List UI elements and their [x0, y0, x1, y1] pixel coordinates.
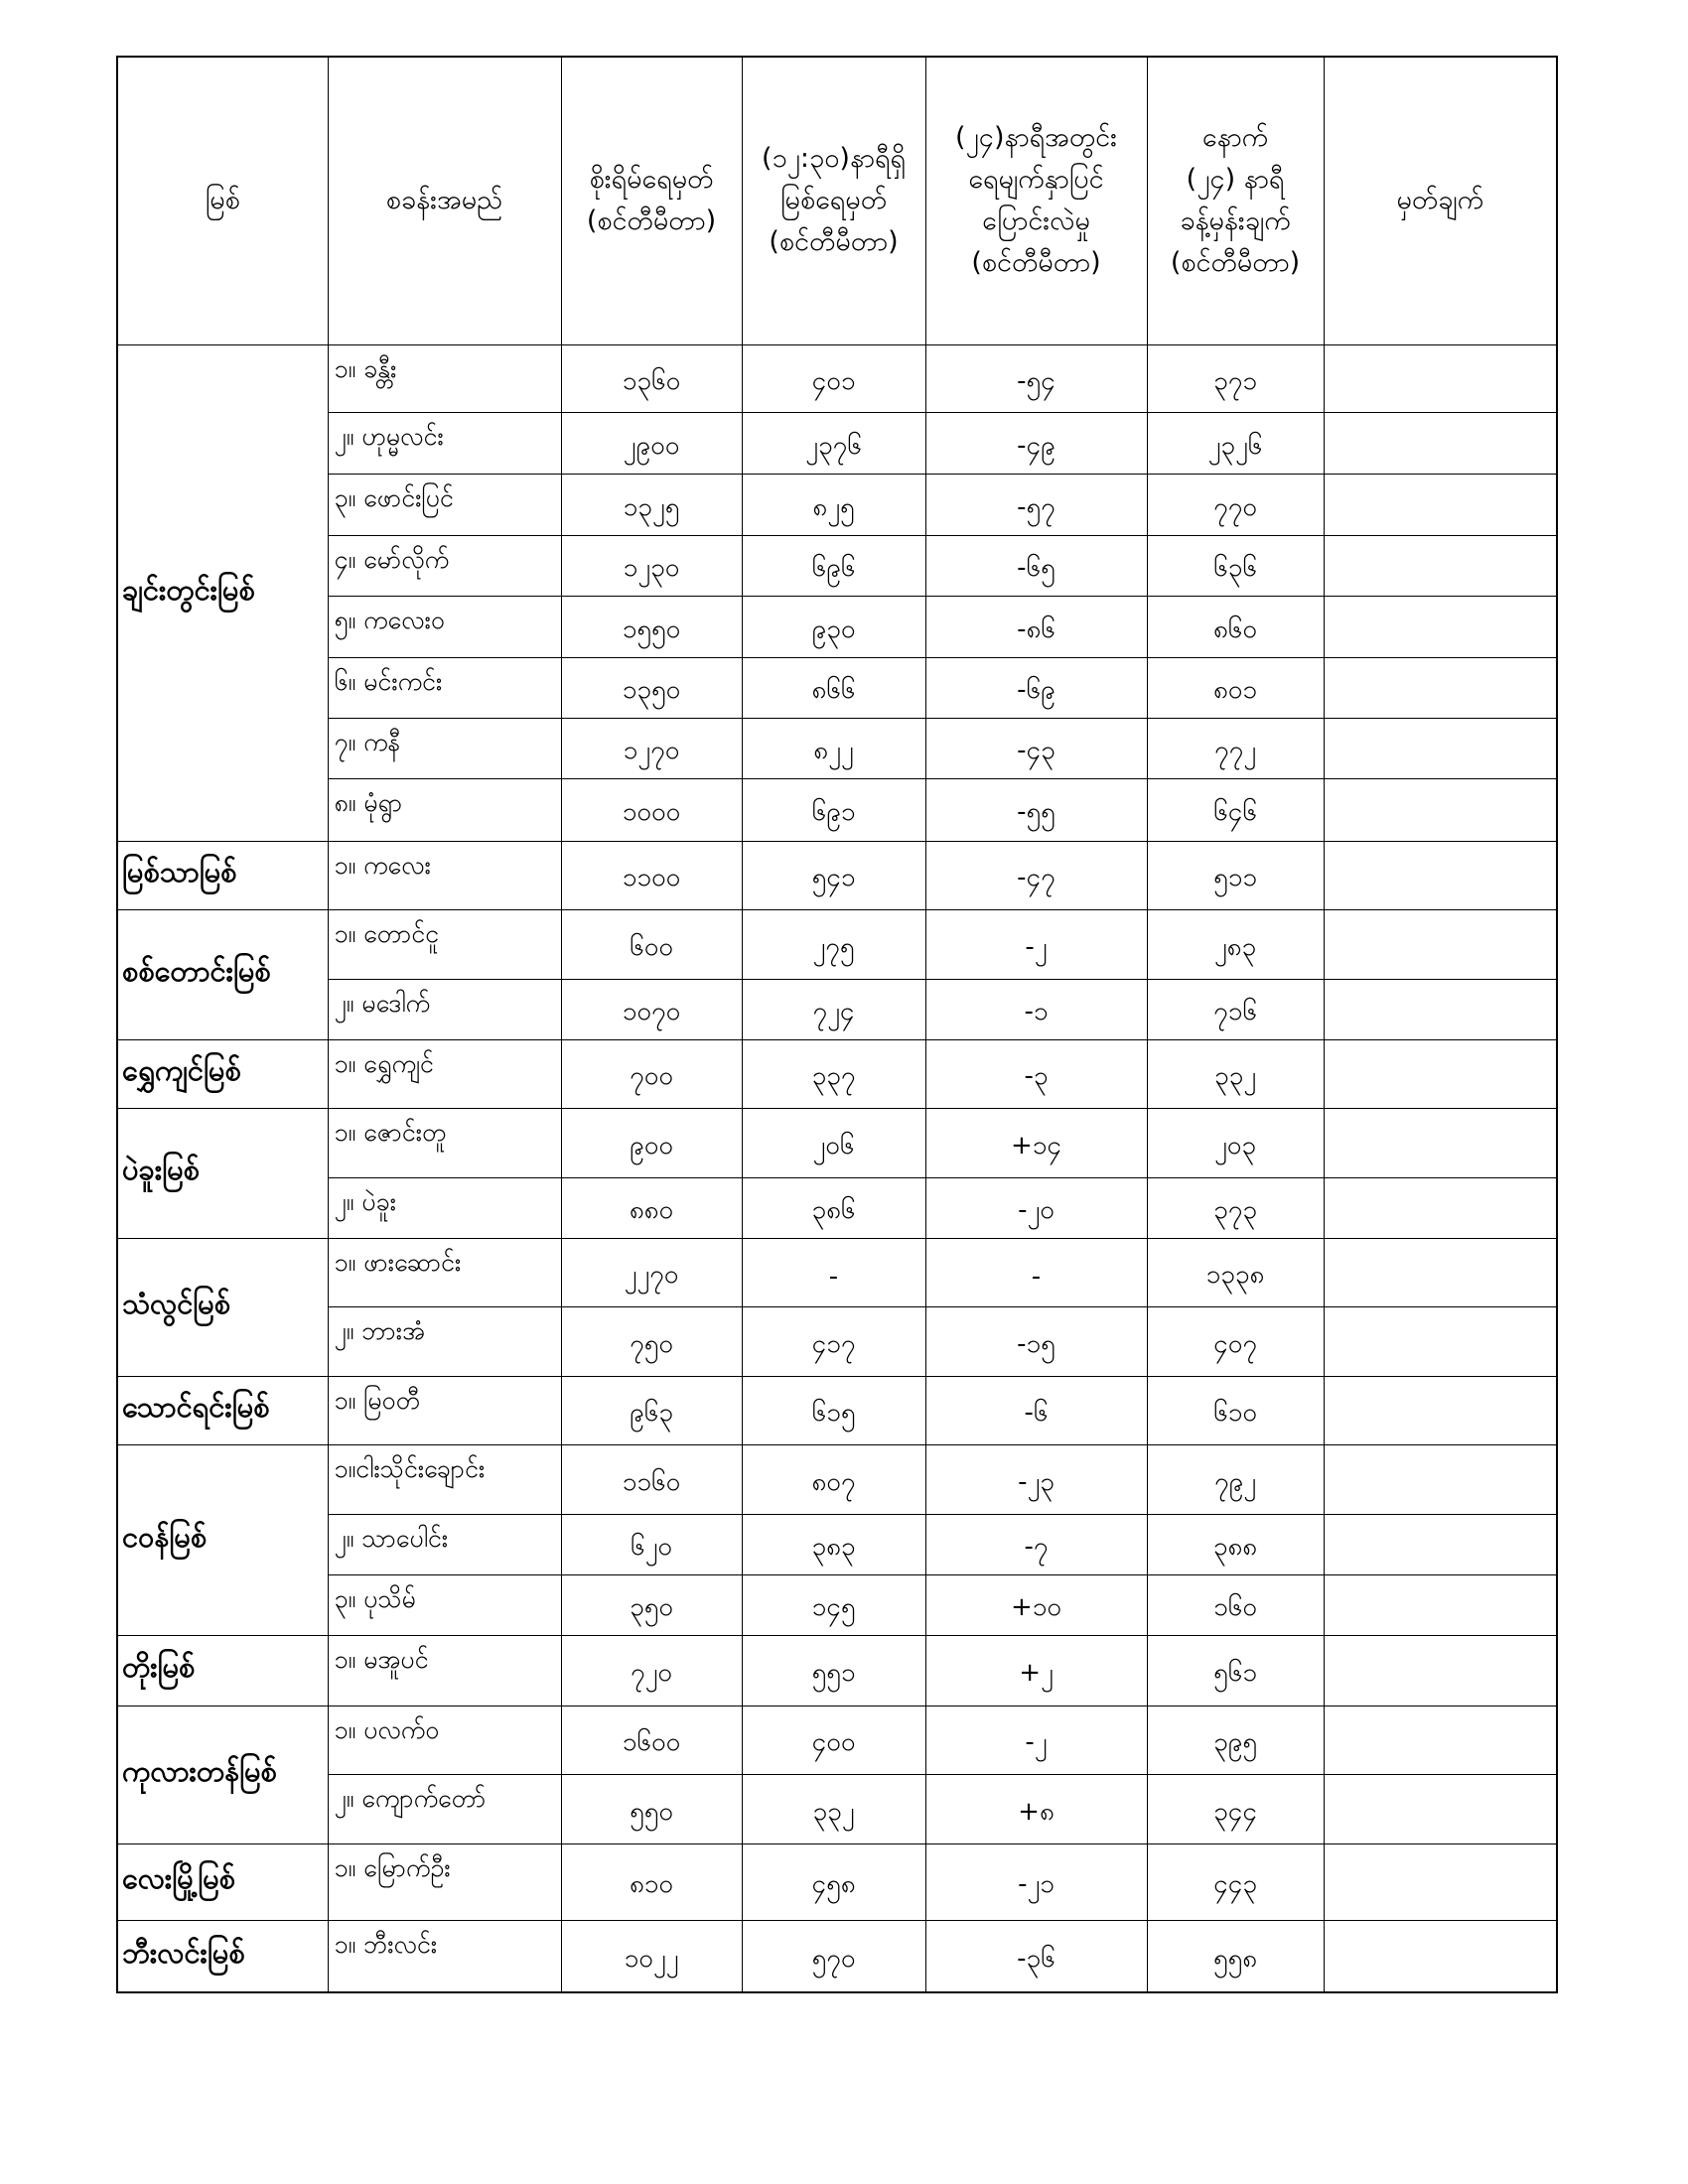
current-level: ၃၈၃ [742, 1514, 925, 1574]
forecast-24h: ၁၆၀ [1147, 1574, 1324, 1635]
danger-level: ၈၈၀ [561, 1177, 742, 1238]
current-level: ၅၅၁ [742, 1635, 925, 1706]
table-row [117, 1920, 1557, 1992]
current-level: ၃၈၆ [742, 1177, 925, 1238]
table-row [117, 909, 1557, 979]
station-name: ၁။ ဇောင်းတူ [328, 1108, 561, 1177]
table-row [117, 841, 1557, 909]
change-24h: +၁၄ [925, 1108, 1147, 1177]
station-name: ၂။ ကျောက်တော် [328, 1774, 561, 1843]
table-row [117, 657, 1557, 718]
table-row [117, 1039, 1557, 1108]
current-level: ၈၂၂ [742, 718, 925, 778]
header-row [117, 57, 1557, 344]
table-row [117, 1706, 1557, 1774]
river-name: စစ်တောင်းမြစ် [117, 909, 328, 1039]
header-station: စခန်းအမည် [328, 57, 561, 344]
station-name: ၁။ငါးသိုင်းချောင်း [328, 1444, 561, 1514]
river-name: တိုးမြစ် [117, 1635, 328, 1706]
station-name: ၆။ မင်းကင်း [328, 657, 561, 718]
forecast-24h: ၈၆၀ [1147, 596, 1324, 657]
remark-cell [1324, 657, 1557, 718]
remark-cell [1324, 1920, 1557, 1992]
table-row [117, 1444, 1557, 1514]
change-24h: -၃၆ [925, 1920, 1147, 1992]
header-danger-level: စိုးရိမ်ရေမှတ် (စင်တီမီတာ) [561, 57, 742, 344]
remark-cell [1324, 596, 1557, 657]
river-name: ဘီးလင်းမြစ် [117, 1920, 328, 1992]
station-name: ၁။ ဖားဆောင်း [328, 1238, 561, 1306]
table-row [117, 1306, 1557, 1376]
station-name: ၁။ ရွှေကျင် [328, 1039, 561, 1108]
forecast-24h: ၇၇၂ [1147, 718, 1324, 778]
remark-cell [1324, 1306, 1557, 1376]
danger-level: ၁၀၂၂ [561, 1920, 742, 1992]
danger-level: ၉၆၃ [561, 1376, 742, 1444]
remark-cell [1324, 718, 1557, 778]
danger-level: ၅၅၀ [561, 1774, 742, 1843]
forecast-24h: ၅၆၁ [1147, 1635, 1324, 1706]
change-24h: -၆၅ [925, 535, 1147, 596]
station-name: ၁။ ခန္တီး [328, 344, 561, 412]
station-name: ၂။ မဒေါက် [328, 979, 561, 1039]
change-24h: -၃ [925, 1039, 1147, 1108]
forecast-24h: ၃၈၈ [1147, 1514, 1324, 1574]
remark-cell [1324, 1108, 1557, 1177]
danger-level: ၁၃၂၅ [561, 474, 742, 535]
danger-level: ၁၆၀၀ [561, 1706, 742, 1774]
forecast-24h: ၃၇၁ [1147, 344, 1324, 412]
forecast-24h: ၅၅၈ [1147, 1920, 1324, 1992]
table-row [117, 1843, 1557, 1920]
table-row [117, 1635, 1557, 1706]
change-24h: +၈ [925, 1774, 1147, 1843]
station-name: ၈။ မုံရွာ [328, 778, 561, 841]
danger-level: ၁၁၆၀ [561, 1444, 742, 1514]
remark-cell [1324, 1635, 1557, 1706]
forecast-24h: ၇၇၀ [1147, 474, 1324, 535]
danger-level: ၁၀၀၀ [561, 778, 742, 841]
danger-level: ၈၁၀ [561, 1843, 742, 1920]
change-24h: -၇ [925, 1514, 1147, 1574]
remark-cell [1324, 841, 1557, 909]
change-24h: -၂ [925, 909, 1147, 979]
current-level: ၆၁၅ [742, 1376, 925, 1444]
change-24h: -၄၇ [925, 841, 1147, 909]
current-level: ၂၀၆ [742, 1108, 925, 1177]
station-name: ၁။ မအူပင် [328, 1635, 561, 1706]
forecast-24h: ၄၄၃ [1147, 1843, 1324, 1920]
table-row [117, 596, 1557, 657]
table-row [117, 718, 1557, 778]
forecast-24h: ၃၄၄ [1147, 1774, 1324, 1843]
table-row [117, 1376, 1557, 1444]
forecast-24h: ၂၃၂၆ [1147, 412, 1324, 474]
change-24h: -၅၄ [925, 344, 1147, 412]
current-level: ၅၇၀ [742, 1920, 925, 1992]
station-name: ၁။ မြောက်ဦး [328, 1843, 561, 1920]
current-level: ၄၅၈ [742, 1843, 925, 1920]
danger-level: ၁၂၃၀ [561, 535, 742, 596]
table-row [117, 474, 1557, 535]
table-row [117, 1177, 1557, 1238]
forecast-24h: ၇၁၆ [1147, 979, 1324, 1039]
danger-level: ၁၁၀၀ [561, 841, 742, 909]
change-24h: -၁ [925, 979, 1147, 1039]
danger-level: ၇၂၀ [561, 1635, 742, 1706]
danger-level: ၁၅၅၀ [561, 596, 742, 657]
forecast-24h: ၃၃၂ [1147, 1039, 1324, 1108]
current-level: ၄၀၀ [742, 1706, 925, 1774]
station-name: ၂။ ဘားအံ [328, 1306, 561, 1376]
remark-cell [1324, 1238, 1557, 1306]
forecast-24h: ၄၀၇ [1147, 1306, 1324, 1376]
change-24h: -၂၀ [925, 1177, 1147, 1238]
station-name: ၁။ ဘီးလင်း [328, 1920, 561, 1992]
remark-cell [1324, 1843, 1557, 1920]
danger-level: ၇၅၀ [561, 1306, 742, 1376]
river-name: မြစ်သာမြစ် [117, 841, 328, 909]
current-level: ၈၂၅ [742, 474, 925, 535]
station-name: ၁။ ကလေး [328, 841, 561, 909]
station-name: ၃။ ပုသိမ် [328, 1574, 561, 1635]
header-change-24h: (၂၄)နာရီအတွင်း ရေမျက်နှာပြင် ပြောင်းလဲမှု (စင်တီမီတာ) [925, 57, 1147, 344]
river-name: ငဝန်မြစ် [117, 1444, 328, 1635]
river-name: ကုလားတန်မြစ် [117, 1706, 328, 1843]
current-level: ၁၄၅ [742, 1574, 925, 1635]
remark-cell [1324, 778, 1557, 841]
station-name: ၇။ ကနီ [328, 718, 561, 778]
current-level: ၂၃၇၆ [742, 412, 925, 474]
change-24h: -၂ [925, 1706, 1147, 1774]
table-row [117, 979, 1557, 1039]
station-name: ၅။ ကလေးဝ [328, 596, 561, 657]
current-level: ၃၃၂ [742, 1774, 925, 1843]
remark-cell [1324, 1574, 1557, 1635]
station-name: ၁။ တောင်ငူ [328, 909, 561, 979]
remark-cell [1324, 1706, 1557, 1774]
danger-level: ၁၃၅၀ [561, 657, 742, 718]
station-name: ၄။ မော်လိုက် [328, 535, 561, 596]
forecast-24h: ၆၄၆ [1147, 778, 1324, 841]
current-level: ၄၀၁ [742, 344, 925, 412]
forecast-24h: ၅၁၁ [1147, 841, 1324, 909]
forecast-24h: ၈၀၁ [1147, 657, 1324, 718]
danger-level: ၁၂၇၀ [561, 718, 742, 778]
change-24h: -၅၇ [925, 474, 1147, 535]
table-row [117, 1108, 1557, 1177]
river-name: လေးမြို့မြစ် [117, 1843, 328, 1920]
current-level: ၃၃၇ [742, 1039, 925, 1108]
change-24h: -၂၃ [925, 1444, 1147, 1514]
current-level: ၅၄၁ [742, 841, 925, 909]
current-level: ၉၃၀ [742, 596, 925, 657]
change-24h: +၂ [925, 1635, 1147, 1706]
danger-level: ၁၃၆၀ [561, 344, 742, 412]
forecast-24h: ၃၇၃ [1147, 1177, 1324, 1238]
station-name: ၂။ ပဲခူး [328, 1177, 561, 1238]
river-name: ချင်းတွင်းမြစ် [117, 344, 328, 841]
header-current-level: (၁၂:၃၀)နာရီရှိ မြစ်ရေမှတ် (စင်တီမီတာ) [742, 57, 925, 344]
change-24h: -၈၆ [925, 596, 1147, 657]
forecast-24h: ၆၁၀ [1147, 1376, 1324, 1444]
current-level: ၆၉၁ [742, 778, 925, 841]
remark-cell [1324, 979, 1557, 1039]
river-name: သောင်ရင်းမြစ် [117, 1376, 328, 1444]
remark-cell [1324, 1177, 1557, 1238]
current-level: - [742, 1238, 925, 1306]
change-24h: -၅၅ [925, 778, 1147, 841]
table-row [117, 1514, 1557, 1574]
change-24h: +၁၀ [925, 1574, 1147, 1635]
danger-level: ၂၉၀၀ [561, 412, 742, 474]
remark-cell [1324, 1039, 1557, 1108]
table-row [117, 412, 1557, 474]
remark-cell [1324, 909, 1557, 979]
table-row [117, 778, 1557, 841]
station-name: ၂။ ဟုမ္မလင်း [328, 412, 561, 474]
river-name: ပဲခူးမြစ် [117, 1108, 328, 1238]
current-level: ၈၆၆ [742, 657, 925, 718]
danger-level: ၁၀၇၀ [561, 979, 742, 1039]
forecast-24h: ၁၃၃၈ [1147, 1238, 1324, 1306]
change-24h: -၆ [925, 1376, 1147, 1444]
current-level: ၈၀၇ [742, 1444, 925, 1514]
forecast-24h: ၂၈၃ [1147, 909, 1324, 979]
header-remark: မှတ်ချက် [1324, 57, 1557, 344]
change-24h: -၆၉ [925, 657, 1147, 718]
station-name: ၃။ ဖောင်းပြင် [328, 474, 561, 535]
remark-cell [1324, 474, 1557, 535]
station-name: ၁။ ပလက်ဝ [328, 1706, 561, 1774]
change-24h: -၄၉ [925, 412, 1147, 474]
table-row [117, 535, 1557, 596]
danger-level: ၉၀၀ [561, 1108, 742, 1177]
remark-cell [1324, 1514, 1557, 1574]
change-24h: -၁၅ [925, 1306, 1147, 1376]
danger-level: ၃၅၀ [561, 1574, 742, 1635]
remark-cell [1324, 344, 1557, 412]
remark-cell [1324, 535, 1557, 596]
danger-level: ၆၀၀ [561, 909, 742, 979]
forecast-24h: ၂၀၃ [1147, 1108, 1324, 1177]
danger-level: ၆၂၀ [561, 1514, 742, 1574]
current-level: ၂၇၅ [742, 909, 925, 979]
river-name: ရွှေကျင်မြစ် [117, 1039, 328, 1108]
header-forecast-24h: နောက် (၂၄) နာရီ ခန့်မှန်းချက် (စင်တီမီတာ) [1147, 57, 1324, 344]
header-river: မြစ် [117, 57, 328, 344]
remark-cell [1324, 1774, 1557, 1843]
table-row [117, 1574, 1557, 1635]
change-24h: -၄၃ [925, 718, 1147, 778]
current-level: ၇၂၄ [742, 979, 925, 1039]
water-level-table [116, 56, 1558, 1993]
station-name: ၁။ မြဝတီ [328, 1376, 561, 1444]
danger-level: ၇၀၀ [561, 1039, 742, 1108]
river-name: သံလွင်မြစ် [117, 1238, 328, 1376]
forecast-24h: ၆၃၆ [1147, 535, 1324, 596]
change-24h: -၂၁ [925, 1843, 1147, 1920]
forecast-24h: ၃၉၅ [1147, 1706, 1324, 1774]
table-row [117, 1238, 1557, 1306]
remark-cell [1324, 412, 1557, 474]
table-row [117, 1774, 1557, 1843]
remark-cell [1324, 1444, 1557, 1514]
danger-level: ၂၂၇၀ [561, 1238, 742, 1306]
change-24h: - [925, 1238, 1147, 1306]
current-level: ၄၁၇ [742, 1306, 925, 1376]
current-level: ၆၉၆ [742, 535, 925, 596]
remark-cell [1324, 1376, 1557, 1444]
table-row [117, 344, 1557, 412]
station-name: ၂။ သာပေါင်း [328, 1514, 561, 1574]
forecast-24h: ၇၉၂ [1147, 1444, 1324, 1514]
